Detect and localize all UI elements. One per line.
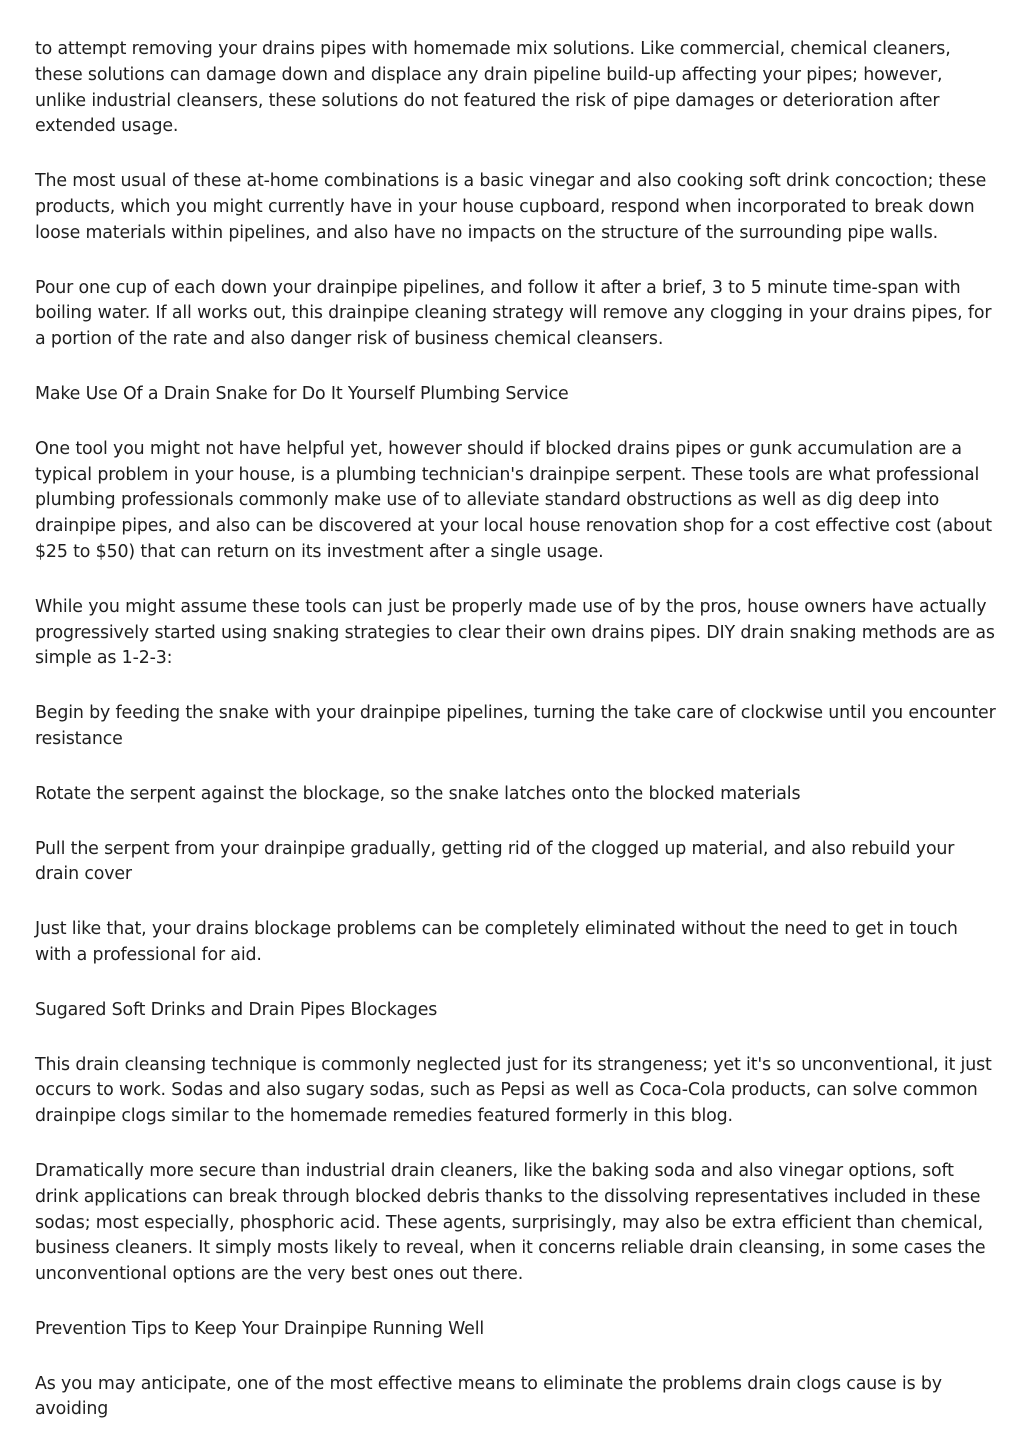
paragraph-step-one: Begin by feeding the snake with your drainpipe pipelines, turning the take care of clockwise until you encounter resistance: [35, 703, 996, 749]
paragraph-phosphoric-acid: Dramatically more secure than industrial drain cleaners, like the baking soda and also vinegar options, soft drink applications can break through blocked debris thanks to the dissolving representatives included in these sodas; most especially, phosphoric acid. These agents, surprisingly, may also be extra efficient than chemical, business cleaners. It simply mosts likely to reveal, when it concerns reliable drain cleansing, in some cases the unconventional options are the very best ones out there.: [35, 1160, 986, 1285]
section-heading-soft-drinks: Sugared Soft Drinks and Drain Pipes Blockages: [35, 999, 438, 1020]
paragraph-homemade-solutions: to attempt removing your drains pipes with homemade mix solutions. Like commercial, chemical cleaners, these solutions can damage down and displace any drain pipeline build-up affecting your pipes; however, unlike industrial cleansers, these solutions do not featured the risk of pipe damages or deterioration after extended usage.: [35, 39, 951, 137]
paragraph-diy-snaking: While you might assume these tools can just be properly made use of by the pros, house owners have actually progressively started using snaking strategies to clear their own drains pipes. DIY drain snaking methods are as simple as 1-2-3:: [35, 596, 995, 669]
paragraph-prevention-intro: As you may anticipate, one of the most effective means to eliminate the problems drain clogs cause is by avoiding: [35, 1373, 942, 1420]
paragraph-step-three: Pull the serpent from your drainpipe gradually, getting rid of the clogged up material, and also rebuild your drain cover: [35, 838, 955, 885]
paragraph-soda-technique: This drain cleansing technique is commonly neglected just for its strangeness; yet it's so unconventional, it just occurs to work. Sodas and also sugary sodas, such as Pepsi as well as Coca-Cola products, can solve common drainpipe clogs similar to the homemade remedies featured formerly in this blog.: [35, 1054, 992, 1127]
section-heading-drain-snake: Make Use Of a Drain Snake for Do It Yourself Plumbing Service: [35, 383, 569, 404]
document-body: [35, 37, 997, 1452]
paragraph-vinegar-baking-soda: The most usual of these at-home combinations is a basic vinegar and also cooking soft drink concoction; these products, which you might currently have in your house cupboard, respond when incorporated to break down loose materials within pipelines, and also have no impacts on the structure of the surrounding pipe walls.: [35, 171, 987, 243]
paragraph-pour-instructions: Pour one cup of each down your drainpipe pipelines, and follow it after a brief, 3 to 5 minute time-span with boiling water. If all works out, this drainpipe cleaning strategy will remove any clogging in your drains pipes, for a portion of the rate and also danger risk of business chemical cleansers.: [35, 277, 992, 350]
paragraph-drain-snake-tool: One tool you might not have helpful yet, however should if blocked drains pipes or gunk accumulation are a typical problem in your house, is a plumbing technician's drainpipe serpent. These tools are what professional plumbing professionals commonly make use of to alleviate standard obstructions as well as dig deep into drainpipe pipes, and also can be discovered at your local house renovation shop for a cost effective cost (about $25 to $50) that can return on its investment after a single usage.: [35, 438, 992, 562]
section-heading-prevention: Prevention Tips to Keep Your Drainpipe Running Well: [35, 1318, 485, 1339]
paragraph-step-two: Rotate the serpent against the blockage, so the snake latches onto the blocked materials: [35, 783, 801, 804]
paragraph-blockage-eliminated: Just like that, your drains blockage problems can be completely eliminated without the need to get in touch with a professional for aid.: [35, 919, 958, 965]
